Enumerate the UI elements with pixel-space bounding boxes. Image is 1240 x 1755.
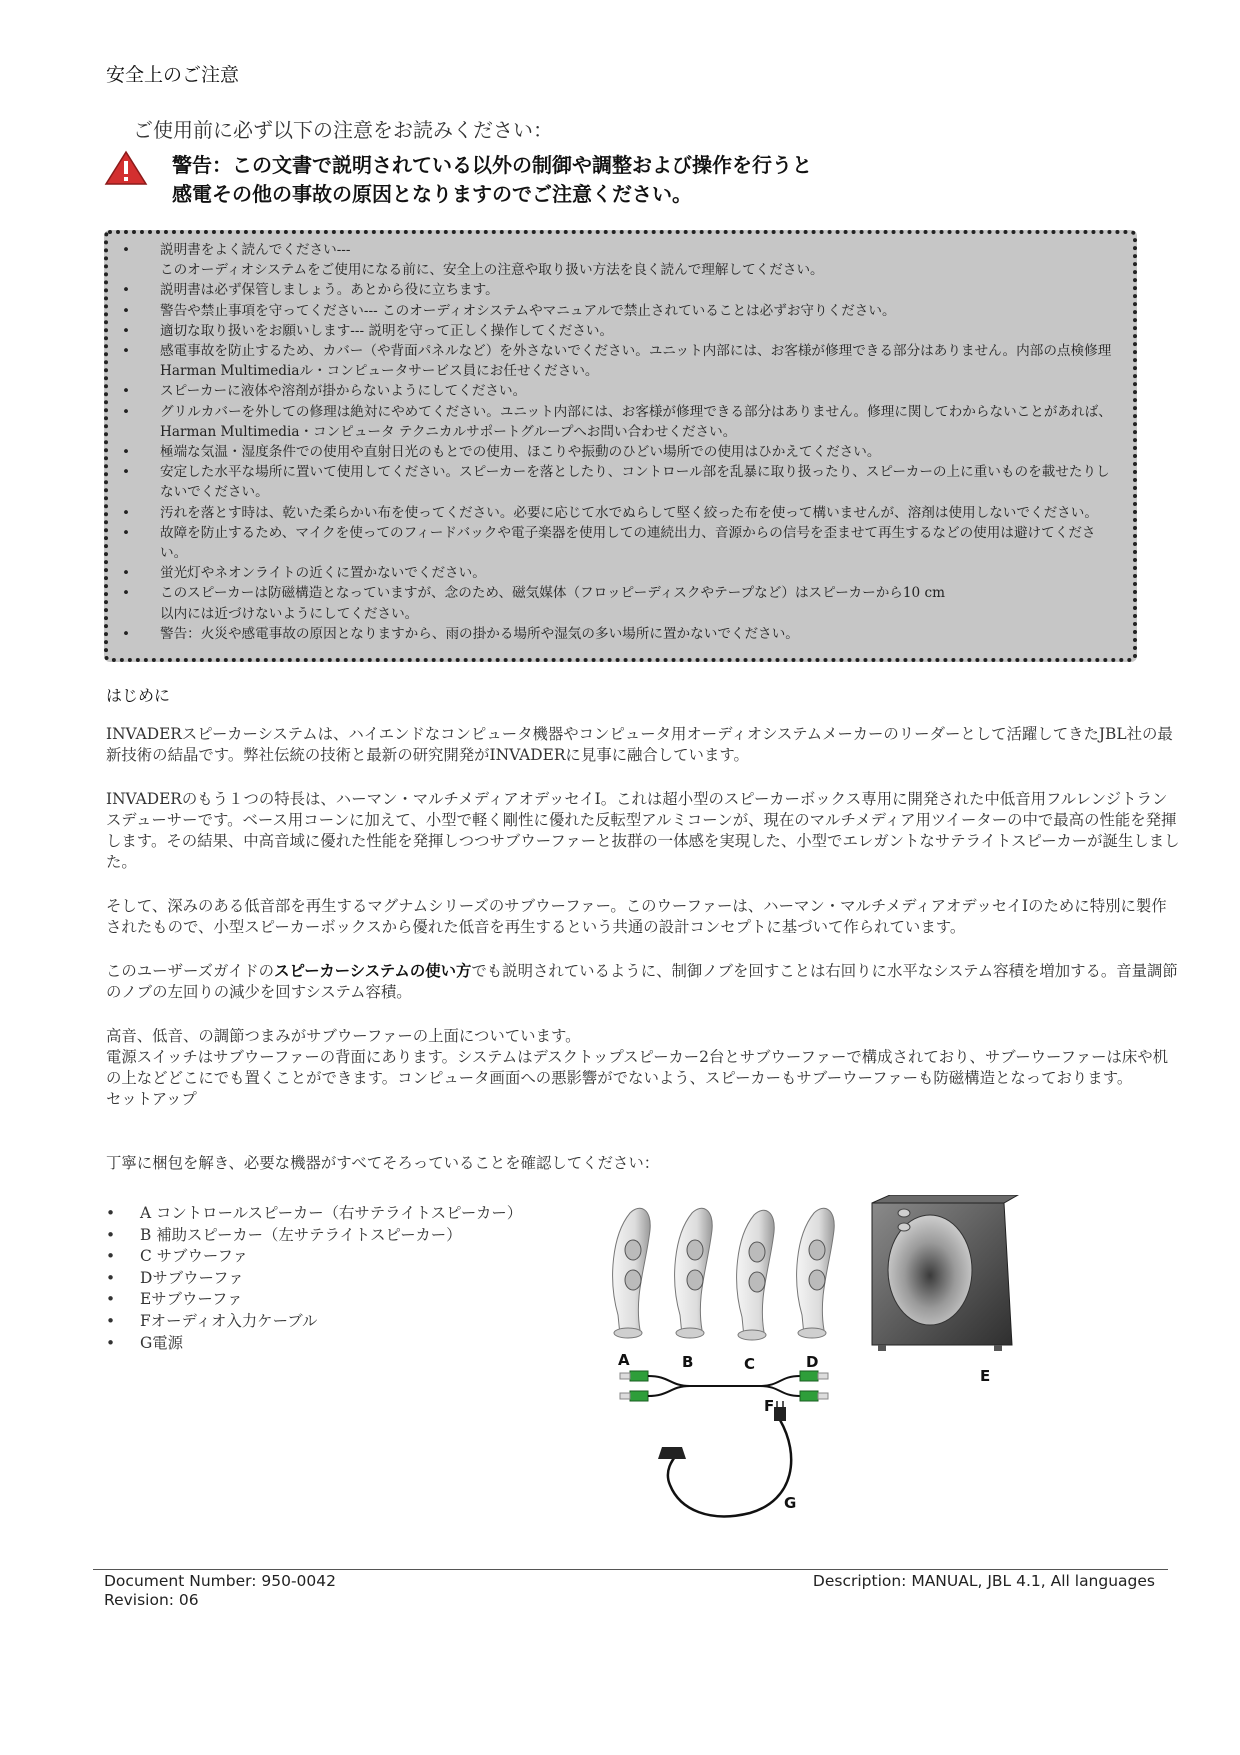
precaution-item: • 故障を防止するため、マイクを使ってのフィードバックや電子楽器を使用しての連続出力、音源からの信号を歪ませて再生するなどの使用は避けてください。 — [108, 523, 1115, 563]
precaution-item: • 警告：火災や感電事故の原因となりますから、雨の掛かる場所や湿気の多い場所に置かないでください。 — [108, 624, 1115, 644]
figure-label-a: A — [618, 1351, 630, 1369]
satellite-speaker-a-icon — [613, 1208, 651, 1338]
parts-list — [106, 1203, 522, 1354]
parts-list-item: • G電源 — [106, 1333, 522, 1355]
footer-divider — [93, 1569, 1168, 1570]
precaution-item: • 汚れを落とす時は、乾いた柔らかい布を使ってください。必要に応じて水でぬらして堅く絞った布を使って構いませんが、溶剤は使用しないでください。 — [108, 503, 1115, 523]
precaution-item: • このスピーカーは防磁構造となっていますが、念のため、磁気媒体（フロッピーディスクやテープなど）はスピーカーから10 cm 以内には近づけないようにしてください。 — [108, 583, 1115, 623]
intro-paragraph-5 — [106, 1026, 1180, 1110]
warning-line-1: 警告：この文書で説明されている以外の制御や調整および操作を行うと — [172, 153, 812, 177]
intro-paragraph-2: INVADERのもう１つの特長は、ハーマン・マルチメディアオデッセイI。これは超小型のスピーカーボックス専用に開発された中低音用フルレンジトランスデューサーです。ベース用コーンに加えて、小型で軽く剛性に優れた反転型アルミコーンが、現在のマルチメディア用ツイーターの中で最高の性能を発揮します。その結果、中高音域に優れた性能を発揮しつつサブウーファーと抜群の一体感を実現した、小型でエレガントなサテライトスピーカーが誕生しました。 — [106, 790, 1180, 871]
satellite-speaker-b-icon — [675, 1208, 713, 1338]
intro-paragraph-4-start: このユーザーズガイドの — [106, 962, 275, 980]
parts-list-item: • A コントロールスピーカー（右サテライトスピーカー） — [106, 1203, 522, 1225]
figure-label-g: G — [784, 1494, 797, 1512]
precaution-item: • 極端な気温・湿度条件での使用や直射日光のもとでの使用、ほこりや振動のひどい場所での使用はひかえてください。 — [108, 442, 1115, 462]
precaution-item: • 蛍光灯やネオンライトの近くに置かないでください。 — [108, 563, 1115, 583]
satellite-speakers — [613, 1208, 835, 1340]
parts-list-item: • B 補助スピーカー（左サテライトスピーカー） — [106, 1225, 522, 1247]
figure-label-f: F — [764, 1397, 775, 1415]
document-number: Document Number: 950-0042 — [104, 1572, 336, 1590]
warning-triangle-icon — [104, 150, 148, 186]
usage-section-reference: スピーカーシステムの使い方 — [274, 962, 472, 980]
figure-label-c: C — [744, 1355, 756, 1373]
precaution-item: • 説明書は必ず保管しましょう。あとから役に立ちます。 — [108, 280, 1115, 300]
precaution-item: • 安定した水平な場所に置いて使用してください。スピーカーを落としたり、コントロール部を乱暴に取り扱ったり、スピーカーの上に重いものを載せたりしないでください。 — [108, 462, 1115, 502]
audio-input-cable-icon — [620, 1371, 828, 1401]
precaution-item: • 感電事故を防止するため、カバー（や背面パネルなど）を外さないでください。ユニット内部には、お客様が修理できる部分はありません。内部の点検修理 Harman Multimediaル・コンピュータサービス員にお任せください。 — [108, 341, 1115, 381]
intro-paragraph-3: そして、深みのある低音部を再生するマグナムシリーズのサブウーファー。このウーファーは、ハーマン・マルチメディアオデッセイIのために特別に製作されたもので、小型スピーカーボックスから優れた低音を再生するという共通の設計コンセプトに基づいて作られています。 — [106, 897, 1167, 936]
intro-paragraph-5-line-1: 高音、低音、の調節つまみがサブウーファーの上面についています。 — [106, 1027, 581, 1045]
power-cable-icon — [658, 1401, 791, 1516]
satellite-speaker-c-icon — [737, 1210, 775, 1340]
warning-text — [172, 151, 812, 209]
parts-list-item: • Fオーディオ入力ケーブル — [106, 1311, 522, 1333]
precaution-item: • 警告や禁止事項を守ってください--- このオーディオシステムやマニュアルで禁止されていることは必ずお守りください。 — [108, 301, 1115, 321]
satellite-speaker-d-icon — [797, 1208, 835, 1338]
setup-heading: セットアップ — [106, 1090, 197, 1108]
unpack-instruction: 丁寧に梱包を解き、必要な機器がすべてそろっていることを確認してください： — [106, 1154, 660, 1172]
subwoofer-icon — [872, 1195, 1018, 1351]
revision: Revision: 06 — [104, 1591, 199, 1609]
precaution-item: • 適切な取り扱いをお願いします--- 説明を守って正しく操作してください。 — [108, 321, 1115, 341]
document-description: Description: MANUAL, JBL 4.1, All languages — [812, 1572, 1155, 1590]
intro-heading: はじめに — [106, 686, 171, 705]
warning-line-2: 感電その他の事故の原因となりますのでご注意ください。 — [172, 182, 692, 206]
intro-paragraph-1: INVADERスピーカーシステムは、ハイエンドなコンピュータ機器やコンピュータ用オーディオシステムメーカーのリーダーとして活躍してきたJBL社の最新技術の結晶です。弊社伝統の技術と最新の研究開発がINVADERに見事に融合しています。 — [106, 725, 1173, 764]
figure-label-b: B — [682, 1353, 694, 1371]
intro-paragraph-4 — [106, 961, 1180, 1003]
figure-label-d: D — [806, 1353, 819, 1371]
intro-line: ご使用前に必ず以下の注意をお読みください： — [133, 118, 553, 142]
parts-list-item: • C サブウーファ — [106, 1246, 522, 1268]
intro-paragraph-4-end: でも説明されているように、制御ノブを回すことは右回りに水平なシステム容積を増加する。音量調節のノブの左回りの減少を回すシステム容積。 — [106, 962, 1178, 1001]
precaution-item: • スピーカーに液体や溶剤が掛からないようにしてください。 — [108, 381, 1115, 401]
precautions-box — [104, 230, 1137, 662]
precautions-list — [108, 234, 1133, 644]
parts-list-item: • Dサブウーファ — [106, 1268, 522, 1290]
figure-label-e: E — [980, 1367, 991, 1385]
intro-paragraph-5-line-2: 電源スイッチはサブウーファーの背面にあります。システムはデスクトップスピーカー2台とサブウーファーで構成されており、サブーウーファーは床や机の上などどこにでも置くことができます。コンピュータ画面への悪影響がでないよう、スピーカーもサブーウーファーも防磁構造となっております。 — [106, 1048, 1169, 1087]
section-title: 安全上のご注意 — [106, 64, 240, 86]
precaution-item: • 説明書をよく読んでください--- このオーディオシステムをご使用になる前に、安全上の注意や取り扱い方法を良く読んで理解してください。 — [108, 240, 1115, 280]
precaution-item: • グリルカバーを外しての修理は絶対にやめてください。ユニット内部には、お客様が修理できる部分はありません。修理に関してわからないことがあれば、Harman Multimedia・コンピュータ テクニカルサポートグループへお問い合わせください。 — [108, 402, 1115, 442]
parts-list-item: • Eサブウーファ — [106, 1289, 522, 1311]
product-illustration — [600, 1195, 1020, 1550]
